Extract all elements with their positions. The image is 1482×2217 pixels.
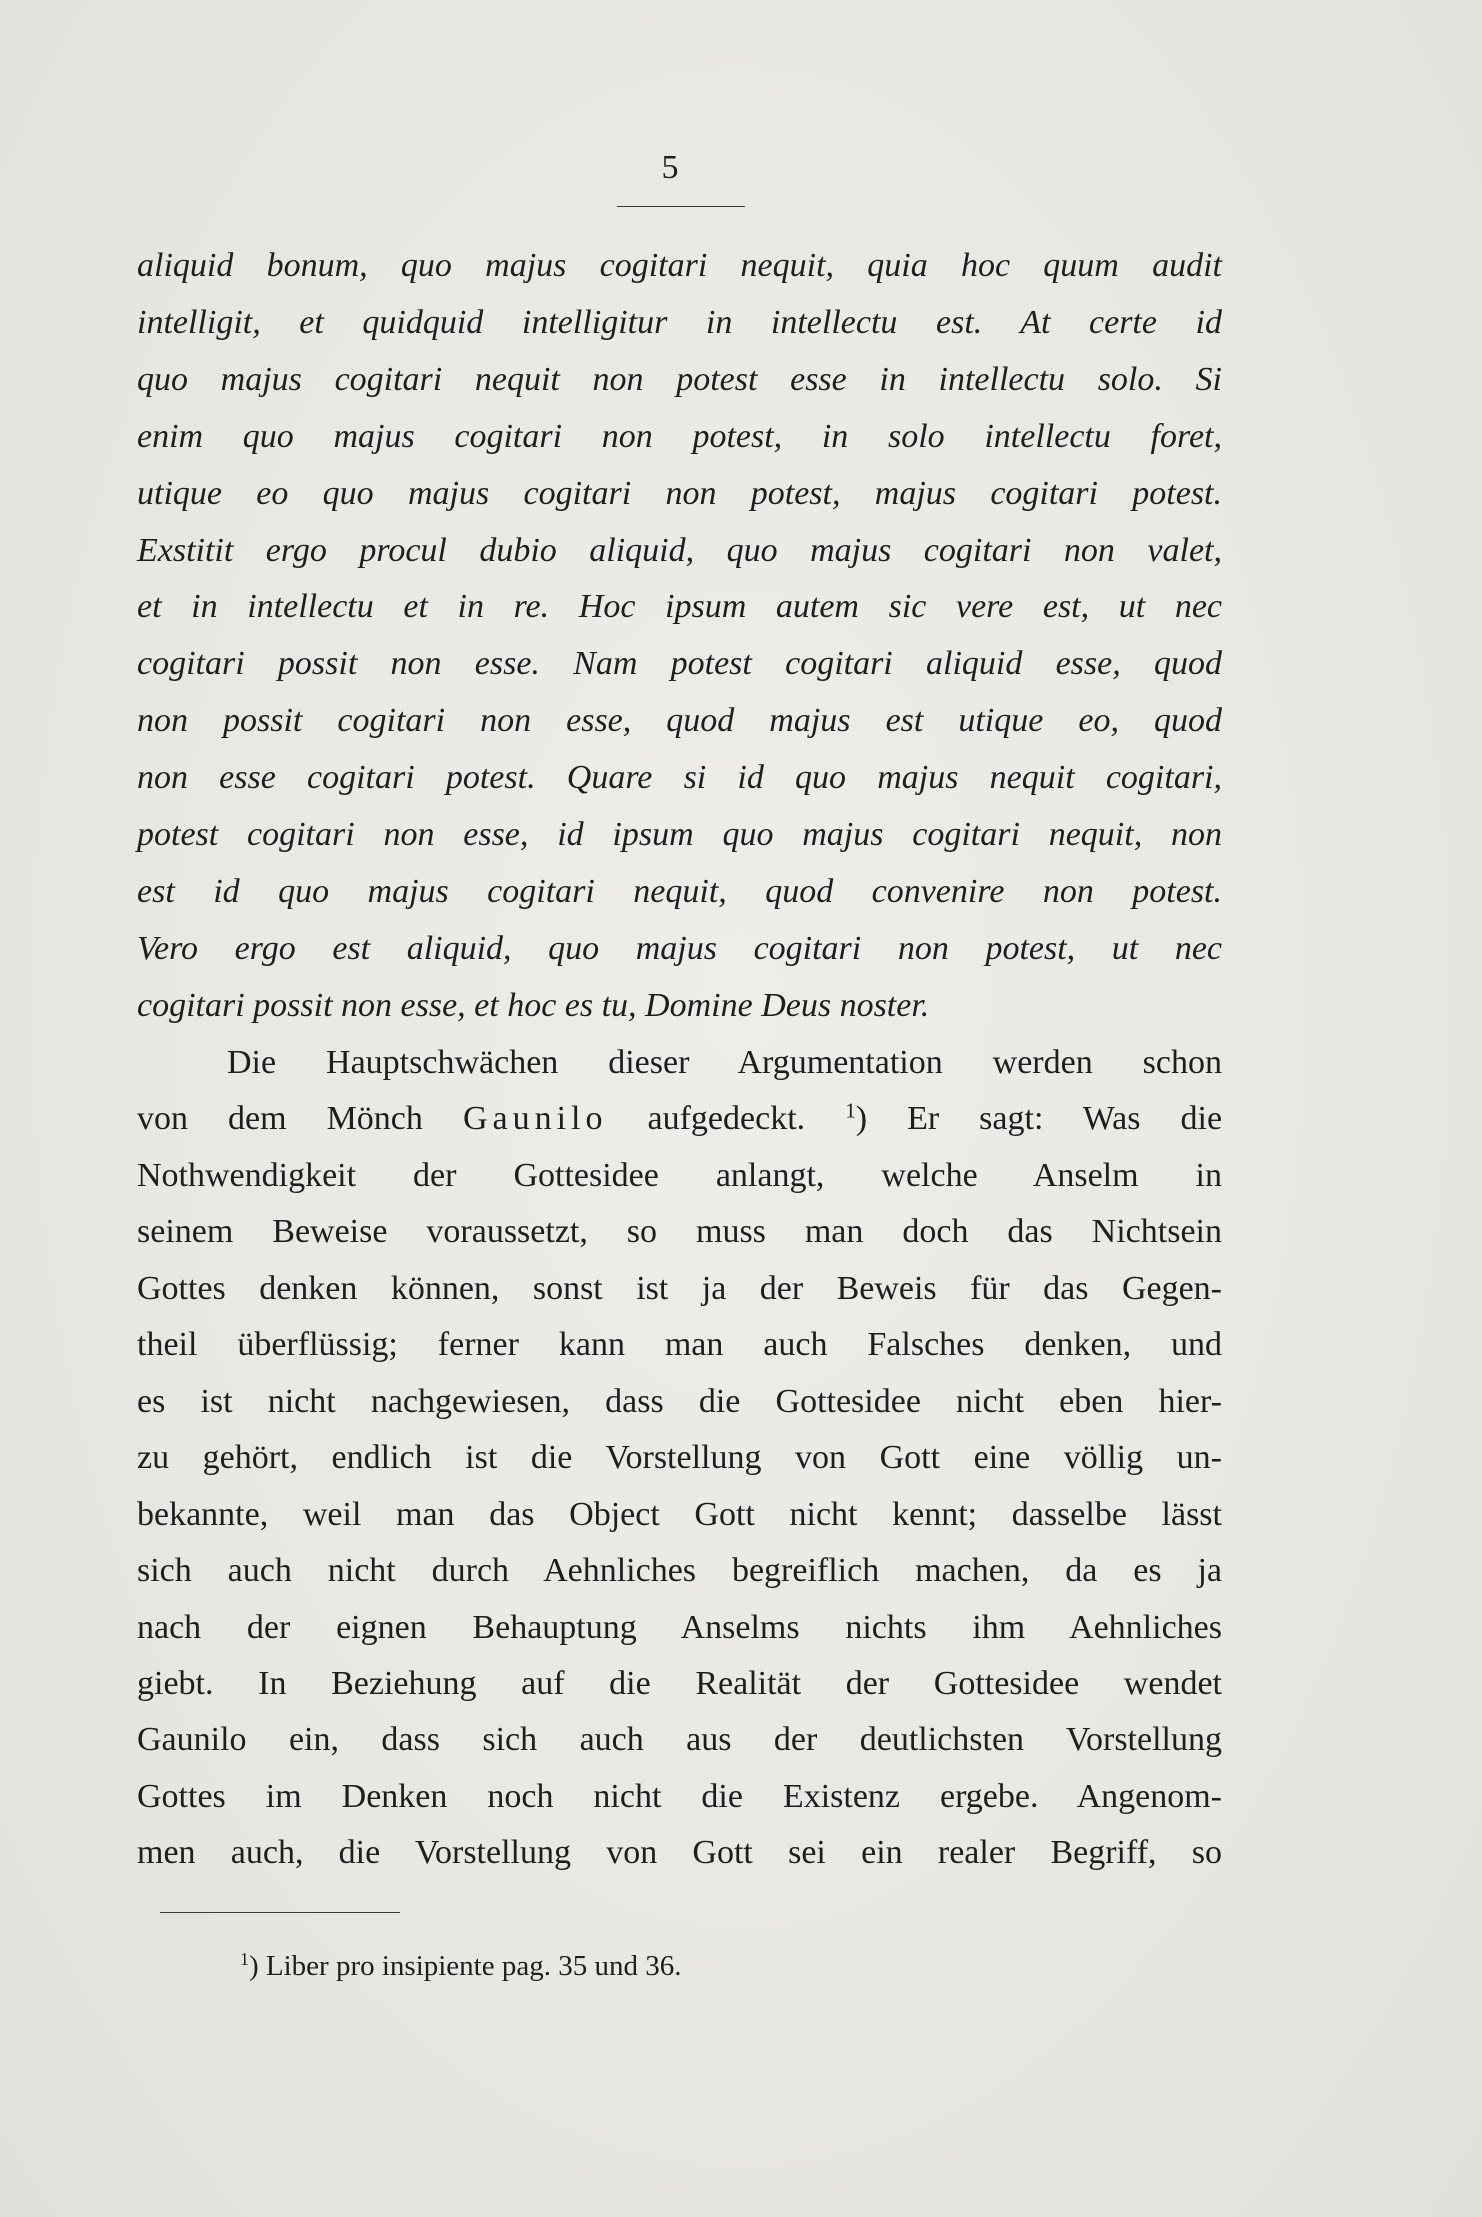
- body-line: men auch, die Vorstellung von Gott sei ein realer Begriff, so: [137, 1834, 1222, 1872]
- footnote-rule: [160, 1912, 400, 1913]
- page-number-rule: [617, 206, 745, 207]
- body-line: giebt. In Beziehung auf die Realität der Gottesidee wendet: [137, 1664, 1222, 1702]
- author-name-gaunilo: Gaunilo: [462, 1100, 608, 1138]
- body-line-text: aufgedeckt.: [647, 1100, 806, 1138]
- footnote-reference: 1: [845, 1098, 856, 1123]
- latin-line: non esse cogitari potest. Quare si id quo majus nequit cogitari,: [137, 759, 1222, 797]
- latin-quotation: [137, 238, 1222, 1035]
- footnote-mark: 1: [240, 1949, 249, 1970]
- body-line-text: von dem Mönch: [137, 1100, 423, 1138]
- page-number: 5: [661, 149, 679, 186]
- latin-line: Vero ergo est aliquid, quo majus cogitari non potest, ut nec: [137, 929, 1222, 967]
- footnote: [240, 1946, 681, 1986]
- latin-line: non possit cogitari non esse, quod majus est utique eo, quod: [137, 702, 1222, 740]
- body-line: Nothwendigkeit der Gottesidee anlangt, welche Anselm in: [137, 1156, 1222, 1194]
- latin-line: Exstitit ergo procul dubio aliquid, quo majus cogitari non valet,: [137, 531, 1222, 569]
- body-line: zu gehört, endlich ist die Vorstellung von Gott eine völlig un-: [137, 1439, 1222, 1477]
- body-line: Gaunilo ein, dass sich auch aus der deutlichsten Vorstellung: [137, 1721, 1222, 1759]
- latin-line: potest cogitari non esse, id ipsum quo majus cogitari nequit, non: [137, 816, 1222, 854]
- body-line: es ist nicht nachgewiesen, dass die Gottesidee nicht eben hier-: [137, 1382, 1222, 1420]
- latin-line: intelligit, et quidquid intelligitur in intellectu est. At certe id: [137, 303, 1222, 341]
- body-line: sich auch nicht durch Aehnliches begreiflich machen, da es ja: [137, 1552, 1222, 1590]
- body-line: bekannte, weil man das Object Gott nicht kennt; dasselbe lässt: [137, 1495, 1222, 1533]
- latin-line: est id quo majus cogitari nequit, quod convenire non potest.: [137, 872, 1222, 910]
- body-line: Die Hauptschwächen dieser Argumentation werden schon: [227, 1044, 1222, 1081]
- latin-line: utique eo quo majus cogitari non potest, majus cogitari potest.: [137, 474, 1222, 512]
- latin-line: et in intellectu et in re. Hoc ipsum autem sic vere est, ut nec: [137, 588, 1222, 626]
- body-line: [137, 1091, 1222, 1147]
- latin-line: aliquid bonum, quo majus cogitari nequit, quia hoc quum audit: [137, 247, 1222, 284]
- footnote-text: ) Liber pro insipiente pag. 35 und 36.: [248, 1950, 682, 1982]
- body-line: Gottes im Denken noch nicht die Existenz ergebe. Angenom-: [137, 1777, 1222, 1815]
- latin-line: cogitari possit non esse. Nam potest cogitari aliquid esse, quod: [137, 645, 1222, 683]
- latin-line: enim quo majus cogitari non potest, in solo intellectu foret,: [137, 417, 1222, 455]
- latin-line: quo majus cogitari nequit non potest esse in intellectu solo. Si: [137, 360, 1222, 398]
- body-line: Gottes denken können, sonst ist ja der Beweis für das Gegen-: [137, 1269, 1222, 1307]
- body-line: seinem Beweise voraussetzt, so muss man doch das Nichtsein: [137, 1213, 1222, 1251]
- body-line: nach der eignen Behauptung Anselms nichts ihm Aehnliches: [137, 1608, 1222, 1646]
- body-paragraph: [137, 1035, 1222, 1882]
- body-line: theil überflüssig; ferner kann man auch Falsches denken, und: [137, 1326, 1222, 1364]
- body-line-text: ) Er sagt: Was die: [855, 1100, 1223, 1138]
- latin-line: cogitari possit non esse, et hoc es tu, Domine Deus noster.: [137, 986, 930, 1024]
